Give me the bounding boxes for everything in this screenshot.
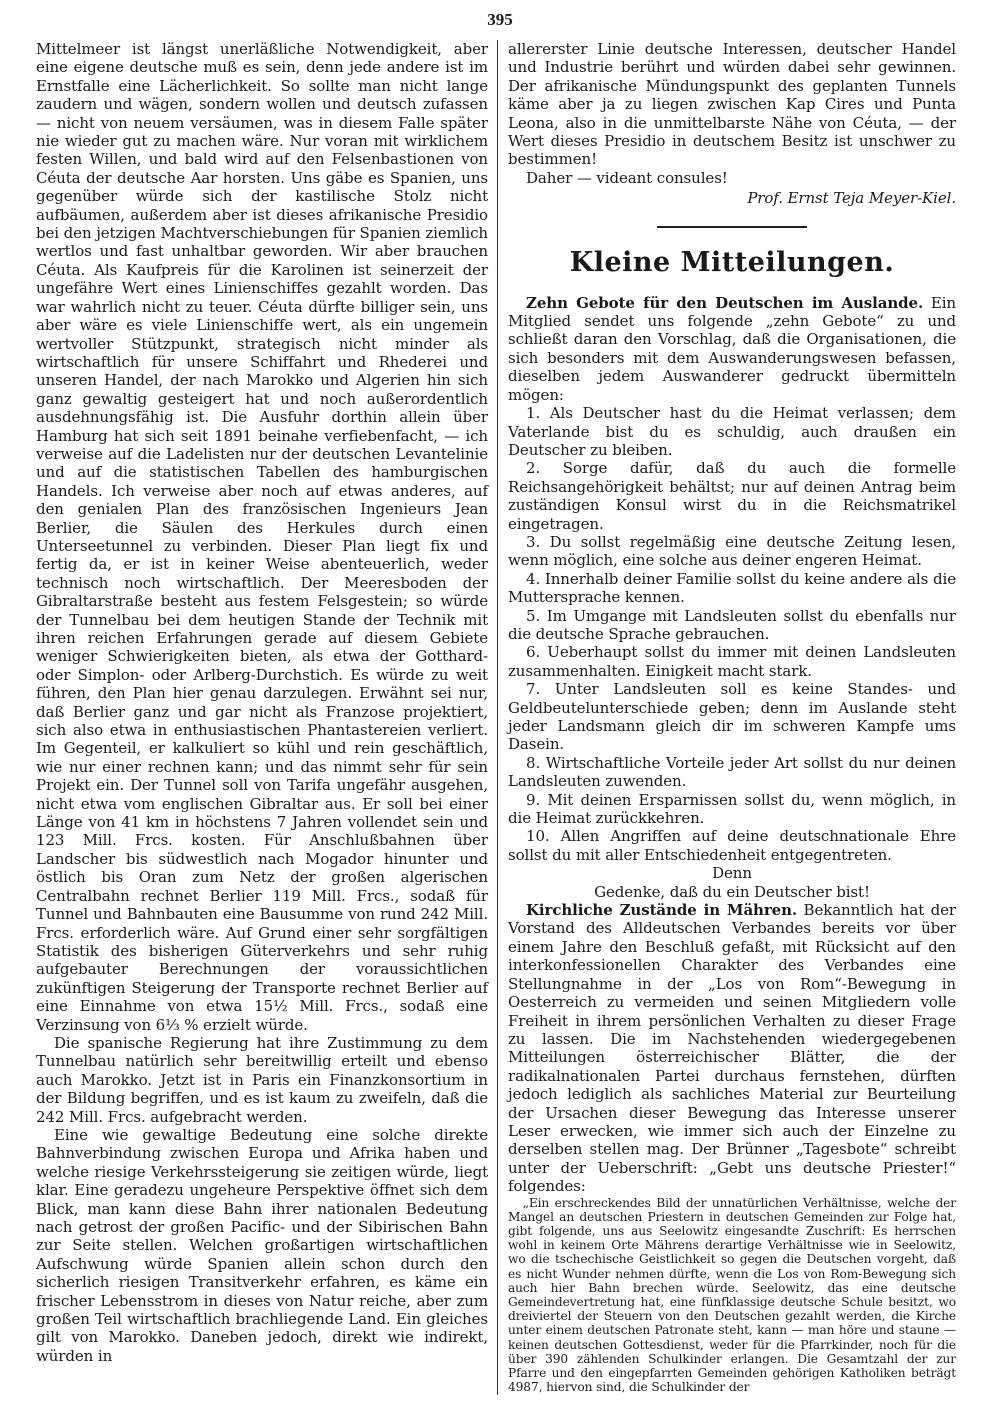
list-item: 5. Im Umgange mit Landsleuten sollst du ebenfalls nur die deutsche Sprache gebrauchen. [508, 606, 956, 643]
section-divider [657, 226, 807, 228]
list-item: 7. Unter Landsleuten soll es keine Standes- und Geldbeutelunterschiede geben; denn im Auslande steht jeder Landsmann gleich dir im schweren Kampfe ums Dasein. [508, 680, 956, 754]
list-item: 1. Als Deutscher hast du die Heimat verlassen; dem Vaterlande bist du es schuldig, auch draußen ein Deutscher zu bleiben. [508, 404, 956, 459]
list-item: 9. Mit deinen Ersparnissen sollst du, wenn möglich, in die Heimat zurückkehren. [508, 790, 956, 828]
section-title: Kleine Mitteilungen. [569, 246, 895, 278]
closing-line: Daher — videant consules! [526, 168, 728, 187]
list-item: 2. Sorge dafür, daß du auch die formelle Reichsangehörigkeit behältst; nur auf deinen Antrag beim zuständigen Konsul wirst du in die Reichsmatrikel eingetragen. [508, 459, 956, 533]
quoted-paragraph: „Ein erschreckendes Bild der unnatürlichen Verhältnisse, welche der Mangel an deutschen Priestern in deutschen Gemeinden zur Folge hat, gibt folgende, uns aus Seelowitz eingesandte Zuschrift: Es herrschen wohl in keinem Orte Mährens derartige Verhältnisse wie in Seelowitz, wo die tschechische Geistlichkeit so gegen die Deutschen vorgeht, daß es nicht Wunder nehmen dürfte, wenn die Los von Rom-Bewegung sich auch hier Bahn brechen würde. Seelowitz, das eine deutsche Gemeindevertretung hat, eine fünfklassige deutsche Schule besitzt, wo dreiviertel der Steuern von den Deutschen gezahlt werden, die Kirche unter einem deutschen Patronate steht, kann — man höre und staune — keinen deutschen Gottesdienst, weder für die Pfarrkinder, noch für die über 390 zählenden Schulkinder erlangen. Die Gesamtzahl der zur Pfarre und den eingepfarrten Gemeinden gehörigen Katholiken beträgt 4987, hiervon sind, die Schulkinder der [508, 1195, 956, 1395]
list-item: 4. Innerhalb deiner Familie sollst du keine andere als die Muttersprache kennen. [508, 569, 956, 607]
author-signature: Prof. Ernst Teja Meyer-Kiel. [747, 189, 956, 208]
list-item: 8. Wirtschaftliche Vorteile jeder Art sollst du nur deinen Landsleuten zuwenden. [508, 753, 956, 791]
notice-paragraph [508, 901, 956, 1196]
quoted-excerpt [508, 1196, 956, 1395]
list-item: 6. Ueberhaupt sollst du immer mit deinen Landsleuten zusammenhalten. Einigkeit macht stark. [508, 643, 956, 680]
right-column [508, 40, 956, 1394]
denn-line: Denn [712, 864, 752, 883]
article-paragraph: Die spanische Regierung hat ihre Zustimmung zu dem Tunnelbau natürlich sehr bereitwillig erteilt und ebenso auch Marokko. Jetzt ist in Paris ein Finanzkonsortium in der Bildung begriffen, und es ist kaum zu zweifeln, daß die 242 Mill. Frcs. aufgebracht werden. [36, 1033, 488, 1126]
notice-title: Zehn Gebote für den Deutschen im Auslande. [526, 293, 924, 312]
column-divider [497, 40, 498, 1395]
page-number: 395 [487, 10, 513, 29]
motto-line: Gedenke, daß du ein Deutscher bist! [594, 882, 870, 901]
article-paragraph: Mittelmeer ist längst unerläßliche Notwendigkeit, aber eine eigene deutsche muß es sein, denn jede andere ist im Ernstfalle eine Lächerlichkeit. So sollte man nicht lange zaudern und wägen, sondern wollen und deutsch zufassen — nicht von neuem versäumen, was in diesem Falle später nie wieder gut zu machen wäre. Nur voran mit wirklichem festen Willen, und bald wird auf den Felsenbastionen von Céuta der deutsche Aar horsten. Uns gäbe es Spanien, uns gegenüber würde sich der kastilische Stolz nicht aufbäumen, außerdem aber ist dieses afrikanische Presidio bei den jetzigen Machtverschiebungen für Spanien ziemlich wertlos und fast unhaltbar geworden. Wir aber brauchen Céuta. Als Kaufpreis für die Karolinen ist seinerzeit der ungefähre Wert eines Linienschiffes gezahlt worden. Das war wahrlich nicht zu teuer. Céuta dürfte billiger sein, uns aber wäre es viele Linienschiffe wert, als ein ungemein wertvoller Stützpunkt, strategisch nicht minder als wirtschaftlich für unsere Schiffahrt und Rhederei und unseren Handel, der nach Marokko und Algerien hin sich ganz gewaltig gesteigert hat und noch außerordentlich ausdehnungsfähig ist. Die Ausfuhr dorthin allein über Hamburg hat sich seit 1891 beinahe verfiebenfacht, — ich verweise auf die Ladelisten nur der deutschen Levantelinie und auf die statistischen Tabellen des hamburgischen Handels. Ich verweise aber noch auf etwas anderes, auf den genialen Plan des französischen Ingenieurs Jean Berlier, die Säulen des Herkules durch einen Unterseetunnel zu verbinden. Dieser Plan liegt fix und fertig da, er ist in keiner Weise abenteuerlich, weder technisch noch wirtschaftlich. Der Meeresboden der Gibraltarstraße besteht aus festem Felsgestein; so würde der Tunnelbau bei dem heutigen Stande der Technik mit ihren reichen Erfahrungen gerade auf diesem Gebiete weniger Schwierigkeiten bieten, als etwa der Gotthard- oder Simplon- oder Arlberg-Durchstich. Es würde zu weit führen, den Plan hier genau darzulegen. Erwähnt sei nur, daß Berlier ganz und gar nicht als Franzose projektiert, sich also etwa in enthusiastischen Phantastereien verliert. Im Gegenteil, er kalkuliert so kühl und rein geschäftlich, wie nur einer rechnen kann; und das nimmt sehr für sein Projekt ein. Der Tunnel soll von Tarifa ungefähr ausgehen, nicht etwa vom englischen Gibraltar aus. Er soll bei einer Länge von 41 km in höchstens 7 Jahren vollendet sein und 123 Mill. Frcs. kosten. Für Anschlußbahnen über Landscher bis südwestlich nach Mogador hinunter und östlich bis Oran zum Netz der großen algerischen Centralbahn rechnet Berlier 119 Mill. Frcs., sodaß für Tunnel und Bahnbauten eine Bausumme von rund 242 Mill. Frcs. erforderlich wäre. Auf Grund einer sehr sorgfältigen Statistik des bisherigen Güterverkehrs und sehr ruhig aufgebauter Berechnungen der voraussichtlichen zukünftigen Steigerung der Transporte rechnet Berlier auf eine Einnahme von etwa 15½ Mill. Frcs., sodaß eine Verzinsung von 6⅓ % erzielt würde. [36, 40, 488, 1034]
article-paragraph: allererster Linie deutsche Interessen, deutscher Handel und Industrie berührt und würden dabei sehr gewinnen. Der afrikanische Mündungspunkt des geplanten Tunnels käme aber ja zu liegen zwischen Kap Cires und Punta Leona, also in die unmittelbarste Nähe von Céuta, — der Wert dieses Presidio in deutschem Besitz ist unschwer zu bestimmen! [508, 40, 956, 169]
left-column [36, 40, 488, 1365]
notice-title: Kirchliche Zustände in Mähren. [526, 901, 798, 920]
list-item: 3. Du sollst regelmäßig eine deutsche Zeitung lesen, wenn möglich, eine solche aus deiner engeren Heimat. [508, 532, 956, 570]
article-paragraph: Eine wie gewaltige Bedeutung eine solche direkte Bahnverbindung zwischen Europa und Afrika haben und welche riesige Verkehrssteigerung sie zeitigen würde, liegt klar. Eine geradezu ungeheure Perspektive öffnet sich dem Blick, man kann diese Bahn ihrer nationalen Bedeutung nach getrost der großen Pacific- und der Sibirischen Bahn zur Seite stellen. Welchen großartigen wirtschaftlichen Aufschwung würde Spanien allein schon durch den sicherlich riesigen Transitverkehr erfahren, es käme ein frischer Lebensstrom in dieses von Natur reiche, aber zum großen Teil wirtschaftlich brachliegende Land. Ein gleiches gilt von Marokko. Daneben jedoch, direkt wie indirekt, würden in [36, 1125, 488, 1365]
list-item: 10. Allen Angriffen auf deine deutschnationale Ehre sollst du mit aller Entschiedenheit entgegentreten. [508, 827, 956, 864]
notice-paragraph [508, 294, 956, 404]
notice-body: Bekanntlich hat der Vorstand des Alldeutschen Verbandes bereits vor über einem Jahre den Beschluß gefaßt, mit Rücksicht auf den interkonfessionellen Charakter des Verbandes eine Stellungnahme in der „Los von Rom“-Bewegung in Oesterreich zu vermeiden und seinen Mitgliedern volle Freiheit in ihrem persönlichen Verhalten zu dieser Frage zu lassen. Die im Nachstehenden wiedergegebenen Mitteilungen österreichischer Blätter, die der radikalnationalen Partei durchaus fernstehen, dürften jedoch lediglich als sachliches Material zur Beurteilung der Ursachen dieser Bewegung das Interesse unserer Leser erwecken, wie immer sich auch der Einzelne zu derselben stellen mag. Der Brünner „Tagesbote“ schreibt unter der Ueberschrift: „Gebt uns deutsche Priester!“ folgendes: [508, 901, 956, 1196]
notice-intro: Ein Mitglied sendet uns folgende „zehn Gebote“ zu und schließt daran den Vorschlag, daß die Organisationen, die sich besonders mit dem Auswanderungswesen befassen, dieselben jedem Auswanderer gedruckt übermitteln mögen: [508, 293, 956, 404]
